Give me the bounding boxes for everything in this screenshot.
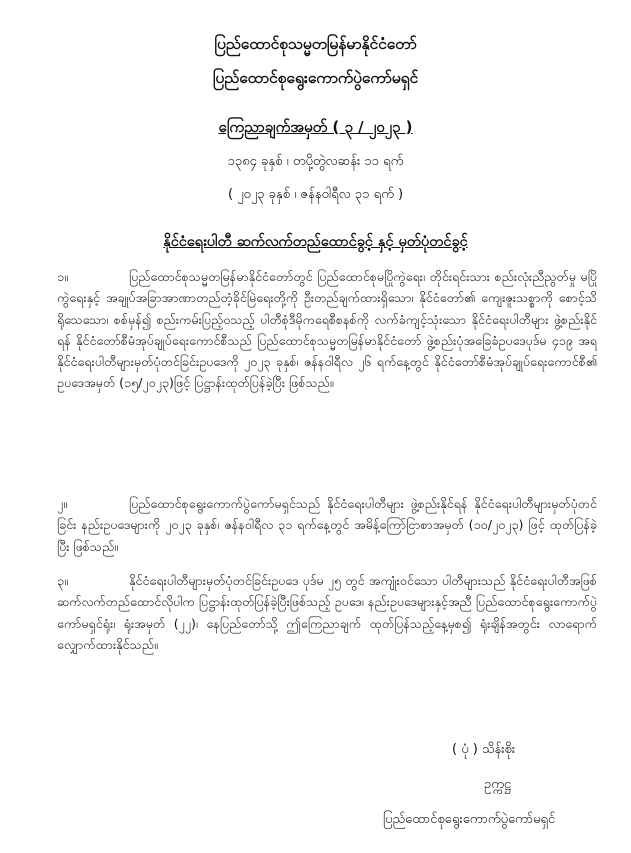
- paragraph-text: ပြည်ထောင်စုရွေးကောက်ပွဲကော်မရှင်သည် နိုင်ငံရေးပါတီများ ဖွဲ့စည်းနိုင်ရန် နိုင်ငံရေးပါတီများမှတ်ပုံတင်ခြင်း နည်းဥပဒေများကို ၂၀၂၃ ခုနှစ်၊ ဇန်နဝါရီလ ၃၁ ရက်နေ့တွင် အမိန့်ကြော်ငြာစာအမှတ် (၁၀/၂၀၂၃) ဖြင့် ထုတ်ပြန်ခဲ့ပြီး ဖြစ်သည်။: [57, 496, 597, 554]
- paragraph-text: နိုင်ငံရေးပါတီများမှတ်ပုံတင်ခြင်းဥပဒေ ပုဒ်မ ၂၅ တွင် အကျုံးဝင်သော ပါတီများသည် နိုင်ငံရေးပါတီအဖြစ် ဆက်လက်တည်ထောင်လိုပါက ပြဋ္ဌာန်းထုတ်ပြန်ခဲ့ပြီးဖြစ်သည့် ဥပဒေ၊ နည်းဥပဒေများနှင့်အညီ ပြည်ထောင်စုရွေးကောက်ပွဲကော်မရှင်ရုံး၊ ရုံးအမှတ် (၂၂)၊ နေပြည်တော်သို့ ဤကြေညာချက် ထုတ်ပြန်သည့်နေ့မှစ၍ ရုံးချိန်အတွင်း လာရောက်လျှောက်ထားနိုင်သည်။: [57, 573, 597, 652]
- paragraph-number: ၃။: [57, 573, 68, 588]
- notice-title: ကြေညာချက်အမှတ် ( ၃ / ၂၀၂၃ ): [218, 118, 413, 136]
- notice-subject: နိုင်ငံရေးပါတီ ဆက်လက်တည်ထောင်ခွင့် နှင့် မှတ်ပုံတင်ခွင့်: [163, 234, 468, 250]
- header-line-2: ပြည်ထောင်စုရွေးကောက်ပွဲကော်မရှင်: [212, 69, 419, 87]
- paragraph-3: [57, 570, 597, 655]
- date-myanmar: ၁၃၈၄ ခုနှစ် ၊ တပို့တွဲလဆန်း ၁၁ ရက်: [227, 154, 404, 169]
- paragraph-text: ပြည်ထောင်စုသမ္မတမြန်မာနိုင်ငံတော်တွင် ပြည်ထောင်စုမပြိုကွဲရေး၊ တိုင်းရင်းသား စည်းလုံးညီညွတ်မှု မပြိုကွဲရေးနှင့် အချုပ်အခြာအာဏာတည်တံ့ခိုင်မြဲရေးတို့ကို ဦးတည်ချက်ထားရှိသော၊ နိုင်ငံတော်၏ ကျေးဇူးသစ္စာကို စောင့်သိရိုသေသော၊ စစ်မှန်၍ စည်းကမ်းပြည့်ဝသည့် ပါတီစုံဒီမိုကရေစီစနစ်ကို လက်ခံကျင့်သုံးသော နိုင်ငံရေးပါတီများ ဖွဲ့စည်းနိုင်ရန် နိုင်ငံတော်စီမံအုပ်ချုပ်ရေးကောင်စီသည် ပြည်ထောင်စုသမ္မတမြန်မာနိုင်ငံတော် ဖွဲ့စည်းပုံအခြေခံဥပဒေပုဒ်မ ၄၁၉ အရ နိုင်ငံရေးပါတီများမှတ်ပုံတင်ခြင်းဥပဒေကို ၂၀၂၃ ခုနှစ်၊ ဇန်နဝါရီလ ၂၆ ရက်နေ့တွင် နိုင်ငံတော်စီမံအုပ်ချုပ်ရေးကောင်စီ၏ ဥပဒေအမှတ် (၁၅/၂၀၂၃)ဖြင့် ပြဋ္ဌာန်းထုတ်ပြန်ခဲ့ပြီး ဖြစ်သည်။: [57, 269, 597, 391]
- header-line-1: ပြည်ထောင်စုသမ္မတမြန်မာနိုင်ငံတော်: [214, 35, 417, 53]
- paragraph-2: [57, 493, 597, 557]
- date-gregorian: ( ၂၀၂၃ ခုနှစ် ၊ ဇန်နဝါရီလ ၃၁ ရက် ): [227, 187, 404, 202]
- signature-organization: ပြည်ထောင်စုရွေးကောက်ပွဲကော်မရှင်: [383, 812, 556, 827]
- paragraph-1: [57, 266, 597, 394]
- paragraph-number: ၂။: [57, 496, 67, 511]
- signature-role: ဥက္ကဋ္ဌ: [484, 777, 511, 792]
- paragraph-number: ၁။: [57, 269, 68, 284]
- signature-name: ( ပုံ ) သိန်းစိုး: [452, 742, 516, 757]
